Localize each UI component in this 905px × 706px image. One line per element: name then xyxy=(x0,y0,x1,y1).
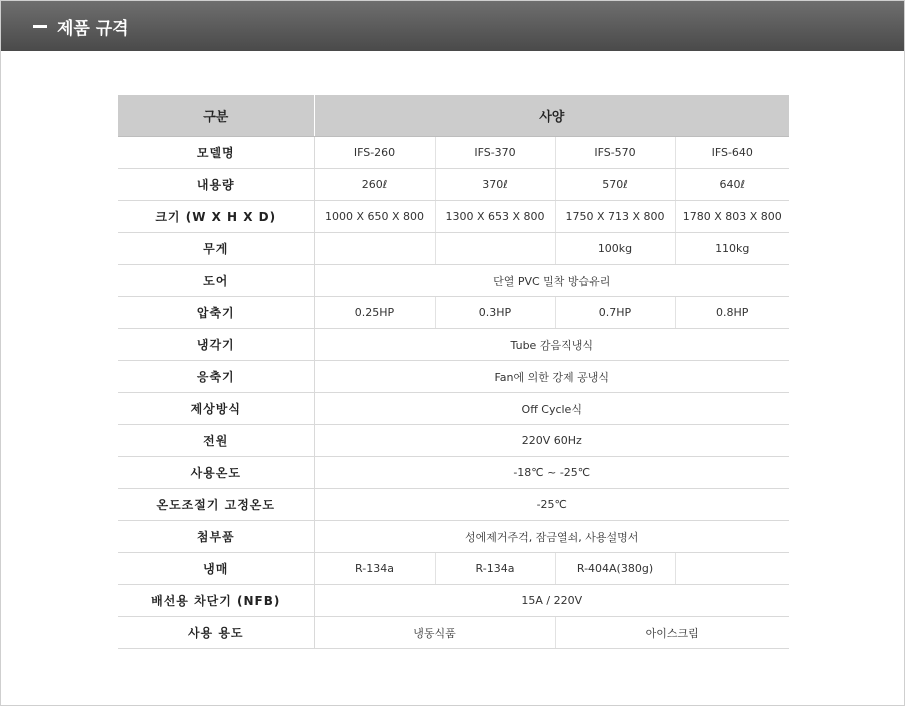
table-cell: R-134a xyxy=(314,553,435,585)
row-label: 도어 xyxy=(118,265,314,297)
table-header-row xyxy=(118,95,789,137)
table-cell: 성에제거주걱, 잠금열쇠, 사용설명서 xyxy=(314,521,789,553)
table-cell xyxy=(675,553,789,585)
table-cell: R-134a xyxy=(435,553,555,585)
table-cell: IFS-570 xyxy=(555,137,675,169)
table-cell: 1780 X 803 X 800 xyxy=(675,201,789,233)
table-cell: 1750 X 713 X 800 xyxy=(555,201,675,233)
table-cell: 0.25HP xyxy=(314,297,435,329)
table-cell: 0.8HP xyxy=(675,297,789,329)
table-cell: IFS-260 xyxy=(314,137,435,169)
table-cell xyxy=(314,233,435,265)
column-header-spec: 사양 xyxy=(314,95,789,137)
table-row xyxy=(118,617,789,649)
table-cell: 아이스크림 xyxy=(555,617,789,649)
row-label: 전원 xyxy=(118,425,314,457)
table-row xyxy=(118,137,789,169)
table-cell: IFS-640 xyxy=(675,137,789,169)
table-cell: 단열 PVC 밀착 방습유리 xyxy=(314,265,789,297)
table-cell: Tube 감음직냉식 xyxy=(314,329,789,361)
section-header xyxy=(1,1,904,51)
table-row xyxy=(118,457,789,489)
table-cell: IFS-370 xyxy=(435,137,555,169)
table-cell: 0.3HP xyxy=(435,297,555,329)
table-cell: 0.7HP xyxy=(555,297,675,329)
table-cell: -18℃ ~ -25℃ xyxy=(314,457,789,489)
dash-icon xyxy=(33,25,47,28)
table-row xyxy=(118,489,789,521)
column-header-category: 구분 xyxy=(118,95,314,137)
table-row xyxy=(118,585,789,617)
table-cell: 640ℓ xyxy=(675,169,789,201)
spec-table xyxy=(118,95,789,649)
table-cell: 냉동식품 xyxy=(314,617,555,649)
table-row xyxy=(118,425,789,457)
row-label: 모델명 xyxy=(118,137,314,169)
table-cell: 370ℓ xyxy=(435,169,555,201)
table-cell: 15A / 220V xyxy=(314,585,789,617)
table-row xyxy=(118,201,789,233)
table-row xyxy=(118,521,789,553)
row-label: 크기 (W X H X D) xyxy=(118,201,314,233)
row-label: 사용온도 xyxy=(118,457,314,489)
table-cell: 100kg xyxy=(555,233,675,265)
table-cell: 110kg xyxy=(675,233,789,265)
table-row xyxy=(118,169,789,201)
row-label: 첨부품 xyxy=(118,521,314,553)
row-label: 온도조절기 고정온도 xyxy=(118,489,314,521)
table-cell: 1300 X 653 X 800 xyxy=(435,201,555,233)
row-label: 압축기 xyxy=(118,297,314,329)
table-cell: -25℃ xyxy=(314,489,789,521)
table-row xyxy=(118,233,789,265)
row-label: 내용량 xyxy=(118,169,314,201)
table-row xyxy=(118,553,789,585)
table-cell: Off Cycle식 xyxy=(314,393,789,425)
row-label: 무게 xyxy=(118,233,314,265)
row-label: 응축기 xyxy=(118,361,314,393)
section-title: 제품 규격 xyxy=(57,18,129,39)
row-label: 냉매 xyxy=(118,553,314,585)
table-cell: 1000 X 650 X 800 xyxy=(314,201,435,233)
row-label: 배선용 차단기 (NFB) xyxy=(118,585,314,617)
table-cell: 220V 60Hz xyxy=(314,425,789,457)
row-label: 사용 용도 xyxy=(118,617,314,649)
table-cell: 260ℓ xyxy=(314,169,435,201)
table-row xyxy=(118,297,789,329)
table-cell: R-404A(380g) xyxy=(555,553,675,585)
row-label: 제상방식 xyxy=(118,393,314,425)
table-cell: Fan에 의한 강제 공냉식 xyxy=(314,361,789,393)
table-cell xyxy=(435,233,555,265)
table-cell: 570ℓ xyxy=(555,169,675,201)
table-row xyxy=(118,265,789,297)
table-row xyxy=(118,329,789,361)
table-row xyxy=(118,361,789,393)
row-label: 냉각기 xyxy=(118,329,314,361)
table-row xyxy=(118,393,789,425)
